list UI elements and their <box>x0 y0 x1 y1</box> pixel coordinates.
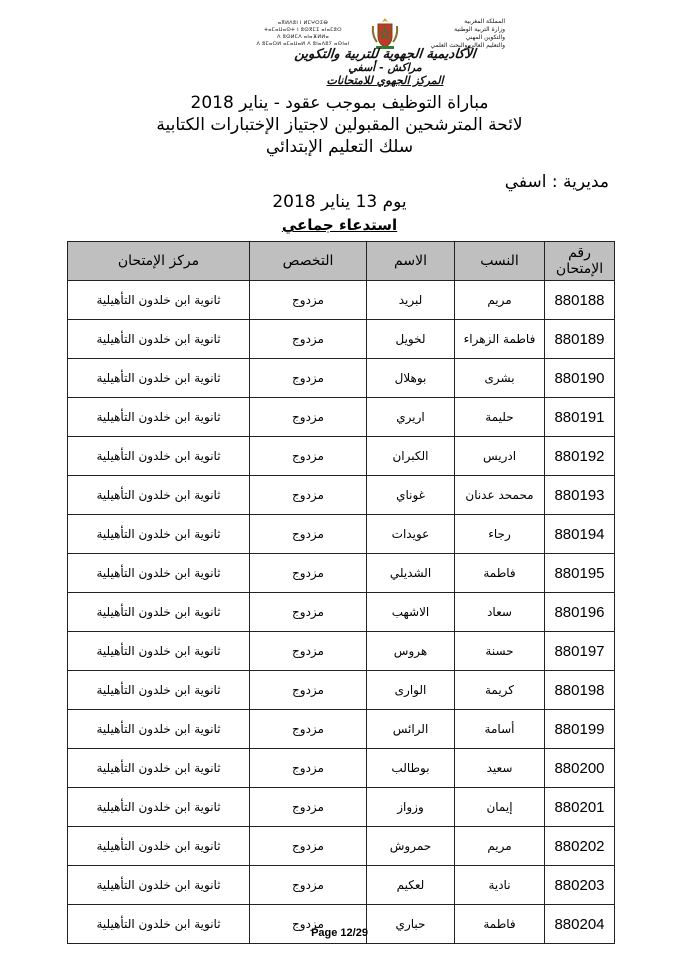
cell-exam-number: 880192 <box>545 437 615 476</box>
table-row <box>68 671 615 710</box>
cell-first-name: بوهلال <box>367 359 455 398</box>
cell-first-name: الشديلي <box>367 554 455 593</box>
cell-exam-center: ثانوية ابن خلدون التأهيلية <box>68 866 250 905</box>
table-row <box>68 320 615 359</box>
cell-first-name: لعكيم <box>367 866 455 905</box>
cell-exam-center: ثانوية ابن خلدون التأهيلية <box>68 554 250 593</box>
cell-last-name: أسامة <box>455 710 545 749</box>
cell-exam-number: 880201 <box>545 788 615 827</box>
table-row <box>68 788 615 827</box>
cell-exam-center: ثانوية ابن خلدون التأهيلية <box>68 710 250 749</box>
cell-last-name: مريم <box>455 827 545 866</box>
column-header-last-name: النسب <box>455 242 545 281</box>
cell-specialty: مزدوج <box>250 515 367 554</box>
tifinagh-line: ⴷ ⵓⵙⵍⵎⴷ ⴰⵏⴰⴼⵍⵍⴰ <box>277 34 329 40</box>
cell-exam-number: 880189 <box>545 320 615 359</box>
tifinagh-line: ⴰⴳⵍⴷⵓⵏ ⵏ ⵍⵎⵖⵔⵉⴱ <box>277 20 329 26</box>
cell-specialty: مزدوج <box>250 905 367 944</box>
cell-specialty: مزدوج <box>250 593 367 632</box>
cell-exam-center: ثانوية ابن خلدون التأهيلية <box>68 593 250 632</box>
cell-first-name: الكبران <box>367 437 455 476</box>
cell-exam-number: 880195 <box>545 554 615 593</box>
title-line-3: سلك التعليم الإبتدائي <box>265 137 414 157</box>
cell-last-name: فاطمة <box>455 905 545 944</box>
cell-first-name: الوارى <box>367 671 455 710</box>
cell-last-name: حسنة <box>455 632 545 671</box>
exam-date: يوم 13 يناير 2018 <box>272 192 407 212</box>
table-row <box>68 359 615 398</box>
cell-exam-number: 880190 <box>545 359 615 398</box>
cell-first-name: الرائس <box>367 710 455 749</box>
cell-last-name: إيمان <box>455 788 545 827</box>
academy-name <box>240 48 530 87</box>
cell-specialty: مزدوج <box>250 281 367 320</box>
cell-exam-number: 880200 <box>545 749 615 788</box>
tifinagh-line: ⵜⴰⵎⴰⵡⴰⵙⵜ ⵏ ⵓⵙⴳⵎⵉ ⴰⵏⴰⵎⵓⵔ <box>264 27 342 33</box>
cell-first-name: وزواز <box>367 788 455 827</box>
cell-exam-number: 880194 <box>545 515 615 554</box>
cell-exam-center: ثانوية ابن خلدون التأهيلية <box>68 476 250 515</box>
cell-exam-center: ثانوية ابن خلدون التأهيلية <box>68 320 250 359</box>
table-row <box>68 398 615 437</box>
cell-exam-number: 880191 <box>545 398 615 437</box>
academy-line: الأكاديمية الجهوية للتربية والتكوين <box>293 47 477 62</box>
cell-last-name: نادية <box>455 866 545 905</box>
academy-region: مراكش - أسفي <box>348 61 422 74</box>
cell-last-name: فاطمة <box>455 554 545 593</box>
cell-exam-number: 880199 <box>545 710 615 749</box>
cell-exam-center: ثانوية ابن خلدون التأهيلية <box>68 671 250 710</box>
page-number: Page 12/29 <box>311 927 368 939</box>
cell-first-name: هروس <box>367 632 455 671</box>
cell-exam-center: ثانوية ابن خلدون التأهيلية <box>68 788 250 827</box>
cell-first-name: حباري <box>367 905 455 944</box>
table-row <box>68 827 615 866</box>
letterhead <box>0 12 679 87</box>
tifinagh-line: ⴷ ⵓⵎⴰⵔⵍ ⴰⵎⴰⵡⴰⵍ ⴷ ⵓⵏⴰⴷⵓⵢ ⴰⵙⵏⴰⵏ <box>256 41 350 47</box>
coat-of-arms-icon <box>370 16 400 50</box>
cell-exam-number: 880197 <box>545 632 615 671</box>
cell-exam-number: 880204 <box>545 905 615 944</box>
cell-specialty: مزدوج <box>250 476 367 515</box>
tifinagh-ministry-text <box>238 20 368 48</box>
table-row <box>68 515 615 554</box>
table-row <box>68 476 615 515</box>
cell-specialty: مزدوج <box>250 866 367 905</box>
column-header-exam-number: رقم الإمتحان <box>545 242 615 281</box>
cell-last-name: ادريس <box>455 437 545 476</box>
cell-specialty: مزدوج <box>250 788 367 827</box>
table-header-row <box>68 242 615 281</box>
cell-exam-center: ثانوية ابن خلدون التأهيلية <box>68 632 250 671</box>
cell-first-name: لخويل <box>367 320 455 359</box>
cell-specialty: مزدوج <box>250 359 367 398</box>
table-row <box>68 749 615 788</box>
ministry-text <box>405 18 505 50</box>
cell-specialty: مزدوج <box>250 554 367 593</box>
column-header-specialty: التخصص <box>250 242 367 281</box>
cell-last-name: كريمة <box>455 671 545 710</box>
cell-specialty: مزدوج <box>250 320 367 359</box>
direction-label: مديرية : اسفي <box>504 172 609 192</box>
cell-exam-number: 880193 <box>545 476 615 515</box>
cell-exam-center: ثانوية ابن خلدون التأهيلية <box>68 749 250 788</box>
cell-last-name: سعاد <box>455 593 545 632</box>
cell-specialty: مزدوج <box>250 827 367 866</box>
cell-exam-center: ثانوية ابن خلدون التأهيلية <box>68 359 250 398</box>
table-row <box>68 710 615 749</box>
cell-specialty: مزدوج <box>250 398 367 437</box>
cell-last-name: حليمة <box>455 398 545 437</box>
ministry-line: والتعليم العالي والبحث العلمي <box>430 42 505 49</box>
cell-exam-number: 880188 <box>545 281 615 320</box>
cell-first-name: غوناي <box>367 476 455 515</box>
cell-first-name: حمروش <box>367 827 455 866</box>
cell-last-name: سعيد <box>455 749 545 788</box>
cell-first-name: بوطالب <box>367 749 455 788</box>
exam-center-name: المركز الجهوي للامتحانات <box>326 74 444 87</box>
table-body <box>68 281 615 944</box>
cell-specialty: مزدوج <box>250 710 367 749</box>
ministry-line: والتكوين المهني <box>465 34 505 41</box>
title-line-1: مباراة التوظيف بموجب عقود - يناير 2018 <box>190 93 489 113</box>
cell-first-name: اريري <box>367 398 455 437</box>
title-line-2: لائحة المترشحين المقبولين لاجتياز الإختبارات الكتابية <box>156 115 523 135</box>
cell-first-name: لبريد <box>367 281 455 320</box>
table-row <box>68 281 615 320</box>
table-row <box>68 866 615 905</box>
cell-exam-center: ثانوية ابن خلدون التأهيلية <box>68 827 250 866</box>
cell-exam-center: ثانوية ابن خلدون التأهيلية <box>68 515 250 554</box>
cell-specialty: مزدوج <box>250 749 367 788</box>
cell-specialty: مزدوج <box>250 437 367 476</box>
cell-exam-number: 880202 <box>545 827 615 866</box>
cell-exam-number: 880196 <box>545 593 615 632</box>
table-row <box>68 437 615 476</box>
cell-first-name: الاشهب <box>367 593 455 632</box>
column-header-first-name: الاسم <box>367 242 455 281</box>
candidates-table <box>67 241 615 944</box>
cell-exam-center: ثانوية ابن خلدون التأهيلية <box>68 437 250 476</box>
cell-last-name: محمحد عدنان <box>455 476 545 515</box>
cell-exam-number: 880198 <box>545 671 615 710</box>
cell-exam-center: ثانوية ابن خلدون التأهيلية <box>68 905 250 944</box>
cell-last-name: فاطمة الزهراء <box>455 320 545 359</box>
cell-first-name: عويدات <box>367 515 455 554</box>
ministry-line: المملكة المغربية <box>464 18 505 25</box>
cell-exam-center: ثانوية ابن خلدون التأهيلية <box>68 281 250 320</box>
table-row <box>68 632 615 671</box>
table-row <box>68 554 615 593</box>
cell-exam-center: ثانوية ابن خلدون التأهيلية <box>68 398 250 437</box>
cell-last-name: مريم <box>455 281 545 320</box>
table-row <box>68 593 615 632</box>
column-header-exam-center: مركز الإمتحان <box>68 242 250 281</box>
cell-exam-number: 880203 <box>545 866 615 905</box>
summons-heading: استدعاء جماعي <box>281 216 398 234</box>
ministry-line: وزارة التربية الوطنية <box>454 26 505 33</box>
cell-last-name: بشرى <box>455 359 545 398</box>
cell-specialty: مزدوج <box>250 671 367 710</box>
cell-specialty: مزدوج <box>250 632 367 671</box>
document-titles <box>0 92 679 158</box>
cell-last-name: رجاء <box>455 515 545 554</box>
